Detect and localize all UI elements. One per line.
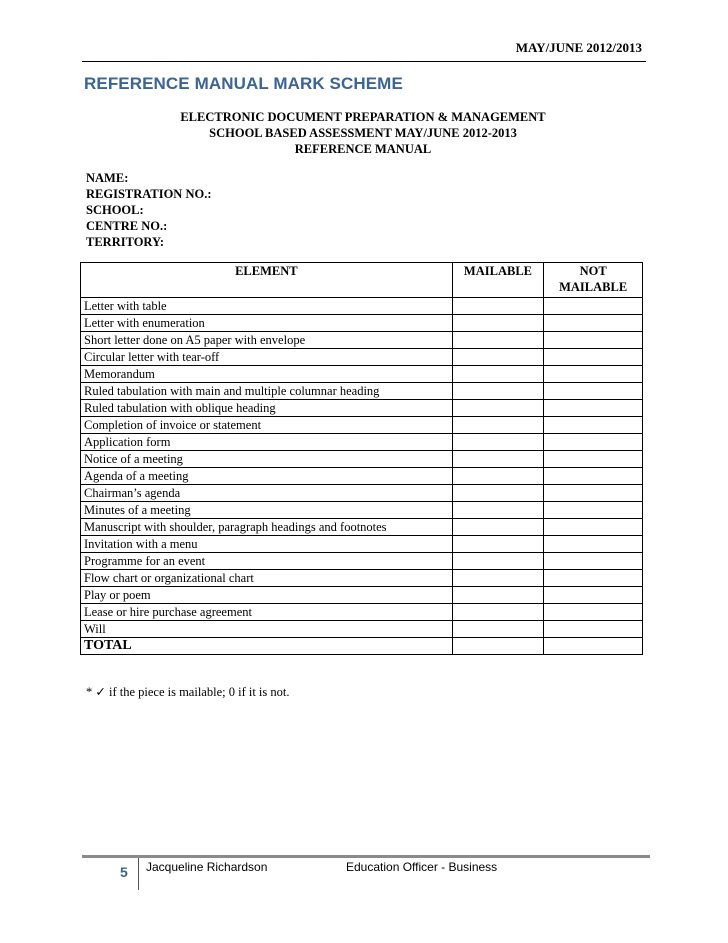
column-header-element: ELEMENT	[81, 263, 453, 298]
not-mailable-cell[interactable]	[544, 298, 643, 315]
mailable-cell[interactable]	[452, 332, 544, 349]
mailable-cell[interactable]	[452, 536, 544, 553]
not-mailable-cell[interactable]	[544, 485, 643, 502]
table-row	[81, 451, 643, 468]
table-row	[81, 298, 643, 315]
header-rule	[82, 61, 646, 62]
table-row	[81, 587, 643, 604]
page-footer	[82, 855, 650, 888]
element-cell: Memorandum	[81, 366, 453, 383]
element-cell: Notice of a meeting	[81, 451, 453, 468]
table-row	[81, 400, 643, 417]
element-cell: Flow chart or organizational chart	[81, 570, 453, 587]
table-row	[81, 621, 643, 638]
mailable-cell[interactable]	[452, 315, 544, 332]
not-mailable-cell[interactable]	[544, 417, 643, 434]
footer-author: Jacqueline Richardson	[146, 860, 268, 874]
mailable-cell[interactable]	[452, 570, 544, 587]
table-row	[81, 519, 643, 536]
not-mailable-cell[interactable]	[544, 587, 643, 604]
mailable-cell[interactable]	[452, 417, 544, 434]
mailable-cell[interactable]	[452, 621, 544, 638]
column-header-not-mailable	[544, 263, 643, 298]
mark-scheme-table	[80, 262, 643, 655]
not-mailable-cell[interactable]	[544, 349, 643, 366]
not-mailable-cell[interactable]	[544, 332, 643, 349]
table-row	[81, 349, 643, 366]
not-mailable-line-1: NOT	[579, 264, 607, 278]
mailable-cell[interactable]	[452, 383, 544, 400]
not-mailable-cell[interactable]	[544, 536, 643, 553]
element-cell: Lease or hire purchase agreement	[81, 604, 453, 621]
mailable-cell[interactable]	[452, 400, 544, 417]
table-row	[81, 604, 643, 621]
element-cell: Will	[81, 621, 453, 638]
not-mailable-cell[interactable]	[544, 553, 643, 570]
candidate-fields	[86, 170, 211, 250]
mailable-cell[interactable]	[452, 604, 544, 621]
table-row	[81, 570, 643, 587]
element-cell: Letter with enumeration	[81, 315, 453, 332]
mailable-cell[interactable]	[452, 451, 544, 468]
mailable-cell[interactable]	[452, 434, 544, 451]
element-cell: Ruled tabulation with main and multiple columnar heading	[81, 383, 453, 400]
field-centre: CENTRE NO.:	[86, 219, 168, 233]
center-titles	[150, 109, 576, 157]
mailable-cell[interactable]	[452, 366, 544, 383]
mailable-cell[interactable]	[452, 468, 544, 485]
not-mailable-cell[interactable]	[544, 604, 643, 621]
element-cell: Minutes of a meeting	[81, 502, 453, 519]
title-line-2: SCHOOL BASED ASSESSMENT MAY/JUNE 2012-2013	[209, 126, 517, 140]
total-label: TOTAL	[81, 638, 453, 655]
not-mailable-cell[interactable]	[544, 570, 643, 587]
table-row	[81, 366, 643, 383]
title-line-1: ELECTRONIC DOCUMENT PREPARATION & MANAGEMENT	[180, 110, 546, 124]
table-row	[81, 434, 643, 451]
table-row	[81, 502, 643, 519]
mailable-cell[interactable]	[452, 587, 544, 604]
field-school: SCHOOL:	[86, 203, 144, 217]
column-header-mailable: MAILABLE	[452, 263, 544, 298]
table-header-row	[81, 263, 643, 298]
table-row	[81, 536, 643, 553]
total-mailable-cell[interactable]	[452, 638, 544, 655]
field-territory: TERRITORY:	[86, 235, 165, 249]
footer-role: Education Officer - Business	[346, 860, 498, 874]
element-cell: Short letter done on A5 paper with envelope	[81, 332, 453, 349]
not-mailable-cell[interactable]	[544, 315, 643, 332]
page-number: 5	[120, 864, 128, 880]
not-mailable-cell[interactable]	[544, 621, 643, 638]
not-mailable-cell[interactable]	[544, 468, 643, 485]
element-cell: Application form	[81, 434, 453, 451]
table-row	[81, 553, 643, 570]
not-mailable-cell[interactable]	[544, 366, 643, 383]
mailable-cell[interactable]	[452, 519, 544, 536]
mailable-cell[interactable]	[452, 502, 544, 519]
mailable-cell[interactable]	[452, 349, 544, 366]
table-row	[81, 383, 643, 400]
mailable-cell[interactable]	[452, 485, 544, 502]
field-name: NAME:	[86, 171, 129, 185]
element-cell: Circular letter with tear-off	[81, 349, 453, 366]
table-row	[81, 332, 643, 349]
element-cell: Programme for an event	[81, 553, 453, 570]
not-mailable-cell[interactable]	[544, 502, 643, 519]
table-row	[81, 315, 643, 332]
document-heading: REFERENCE MANUAL MARK SCHEME	[84, 74, 403, 93]
not-mailable-cell[interactable]	[544, 451, 643, 468]
not-mailable-cell[interactable]	[544, 400, 643, 417]
element-cell: Letter with table	[81, 298, 453, 315]
element-cell: Manuscript with shoulder, paragraph headings and footnotes	[81, 519, 453, 536]
footer-divider	[138, 858, 139, 890]
element-cell: Completion of invoice or statement	[81, 417, 453, 434]
mailable-cell[interactable]	[452, 298, 544, 315]
total-not-mailable-cell[interactable]	[544, 638, 643, 655]
field-registration: REGISTRATION NO.:	[86, 187, 212, 201]
footnote-instruction: * ✓ if the piece is mailable; 0 if it is not.	[86, 685, 290, 699]
element-cell: Chairman’s agenda	[81, 485, 453, 502]
element-cell: Invitation with a menu	[81, 536, 453, 553]
table-row	[81, 417, 643, 434]
not-mailable-line-2: MAILABLE	[559, 280, 628, 294]
element-cell: Agenda of a meeting	[81, 468, 453, 485]
table-row	[81, 485, 643, 502]
table-row	[81, 468, 643, 485]
total-row	[81, 638, 643, 655]
element-cell: Play or poem	[81, 587, 453, 604]
mailable-cell[interactable]	[452, 553, 544, 570]
not-mailable-cell[interactable]	[544, 434, 643, 451]
not-mailable-cell[interactable]	[544, 519, 643, 536]
title-line-3: REFERENCE MANUAL	[294, 142, 432, 156]
element-cell: Ruled tabulation with oblique heading	[81, 400, 453, 417]
header-date: MAY/JUNE 2012/2013	[515, 40, 642, 55]
not-mailable-cell[interactable]	[544, 383, 643, 400]
